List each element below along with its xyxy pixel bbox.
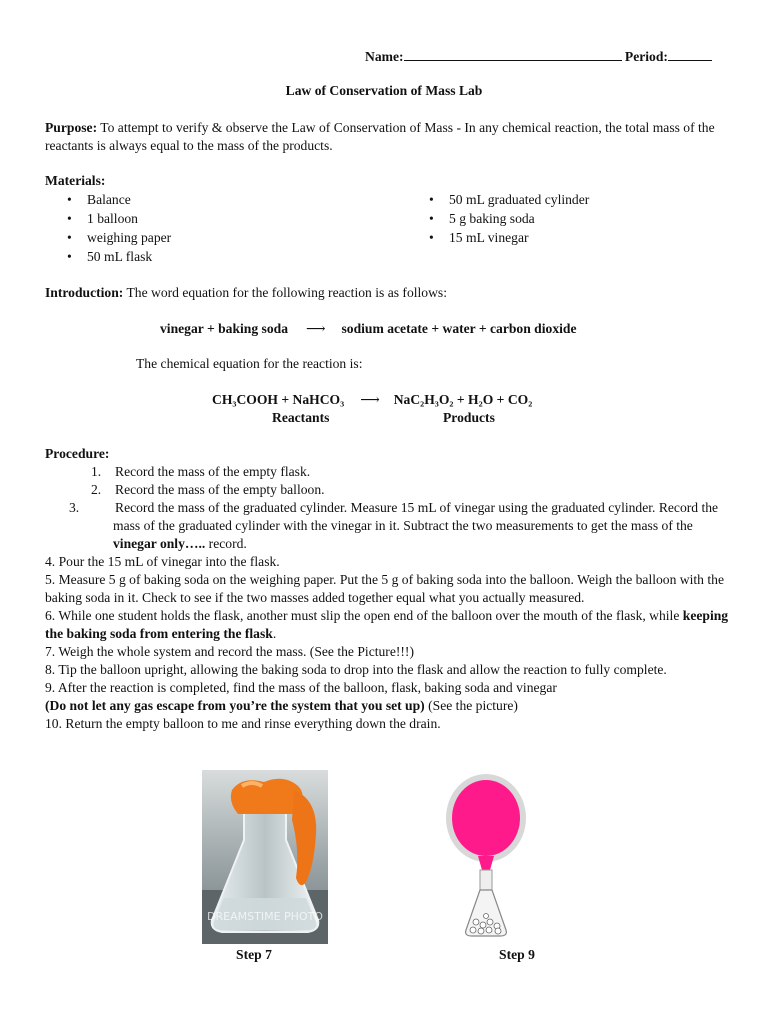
introduction-paragraph: [45, 284, 725, 302]
products-label: Products: [443, 410, 495, 425]
procedure-step-9: 9. After the reaction is completed, find the mass of the balloon, flask, baking soda and vinegar (Do not let any gas escape from you’re the system that you set up) (See the picture): [45, 680, 557, 713]
procedure-step-8: 8. Tip the balloon upright, allowing the baking soda to drop into the flask and allow the reaction to fully complete.: [45, 662, 667, 677]
reactants-label: Reactants: [272, 410, 330, 425]
materials-list-right: [423, 191, 723, 248]
material-item: • 50 mL graduated cylinder: [423, 191, 723, 210]
period-label: Period:: [624, 49, 668, 64]
chemical-equation: [212, 391, 532, 409]
material-item: • 50 mL flask: [61, 248, 361, 267]
photo-watermark: DREAMSTIME PHOTO: [207, 910, 323, 923]
name-period-line: [365, 47, 725, 66]
procedure-label: Procedure:: [45, 446, 110, 461]
period-blank[interactable]: [668, 47, 712, 61]
material-item: • 15 mL vinegar: [423, 229, 723, 248]
procedure-step-7: 7. Weigh the whole system and record the mass. (See the Picture!!!): [45, 644, 414, 659]
name-label: Name:: [365, 49, 404, 64]
materials-heading: Materials:: [45, 173, 106, 188]
step-9-caption: Step 9: [499, 947, 535, 962]
step-7-photo: [202, 770, 328, 944]
flask-orange-balloon-image: [202, 770, 328, 944]
procedure-step-4: 4. Pour the 15 mL of vinegar into the flask.: [45, 554, 280, 569]
page-title: Law of Conservation of Mass Lab: [285, 83, 483, 98]
purpose-label: Purpose:: [45, 120, 98, 135]
materials-list-left: [61, 191, 361, 267]
word-eq-right: sodium acetate + water + carbon dioxide: [341, 321, 577, 336]
material-item: • 1 balloon: [61, 210, 361, 229]
procedure-step-3: 3. Record the mass of the graduated cylinder. Measure 15 mL of vinegar using the graduated cylinder. Record the mass of the graduated cylinder with the vinegar in it. Subtract the two measurements to get the mass of the vinegar only….. record.: [69, 500, 719, 551]
flask-pink-balloon-image: [440, 770, 530, 940]
step-7-caption: Step 7: [236, 947, 272, 962]
procedure-step-2: 2. Record the mass of the empty balloon.: [91, 482, 325, 497]
word-eq-left: vinegar + baking soda: [160, 321, 288, 336]
purpose-text: To attempt to verify & observe the Law of Conservation of Mass - In any chemical reaction, the total mass of the reactants is always equal to the mass of the products.: [45, 120, 715, 153]
purpose-paragraph: [45, 119, 725, 155]
name-blank[interactable]: [404, 47, 622, 61]
word-equation: [160, 320, 576, 338]
right-arrow-icon: ⟶: [306, 321, 326, 336]
step-9-drawing: [440, 770, 530, 940]
material-item: • Balance: [61, 191, 361, 210]
chemical-equation-intro: The chemical equation for the reaction is:: [136, 356, 363, 371]
procedure-section: [45, 445, 730, 733]
introduction-text: The word equation for the following reaction is as follows:: [123, 285, 447, 300]
material-item: • weighing paper: [61, 229, 361, 248]
chem-eq-right: NaC₂H₃O₂ + H₂O + CO₂: [393, 392, 533, 407]
material-item: • 5 g baking soda: [423, 210, 723, 229]
right-arrow-icon: ⟶: [360, 392, 380, 407]
procedure-step-1: 1. Record the mass of the empty flask.: [91, 464, 311, 479]
procedure-step-5: 5. Measure 5 g of baking soda on the weighing paper. Put the 5 g of baking soda into the balloon. Weigh the balloon with the baking soda in it. Check to see if the two masses added together equal what you actually measured.: [45, 572, 724, 605]
procedure-step-6: 6. While one student holds the flask, another must slip the open end of the balloon over the mouth of the flask, while keeping the baking soda from entering the flask.: [45, 608, 729, 641]
procedure-step-10: 10. Return the empty balloon to me and rinse everything down the drain.: [45, 716, 441, 731]
introduction-label: Introduction:: [45, 285, 124, 300]
chem-eq-left: CH₃COOH + NaHCO₃: [212, 392, 345, 407]
